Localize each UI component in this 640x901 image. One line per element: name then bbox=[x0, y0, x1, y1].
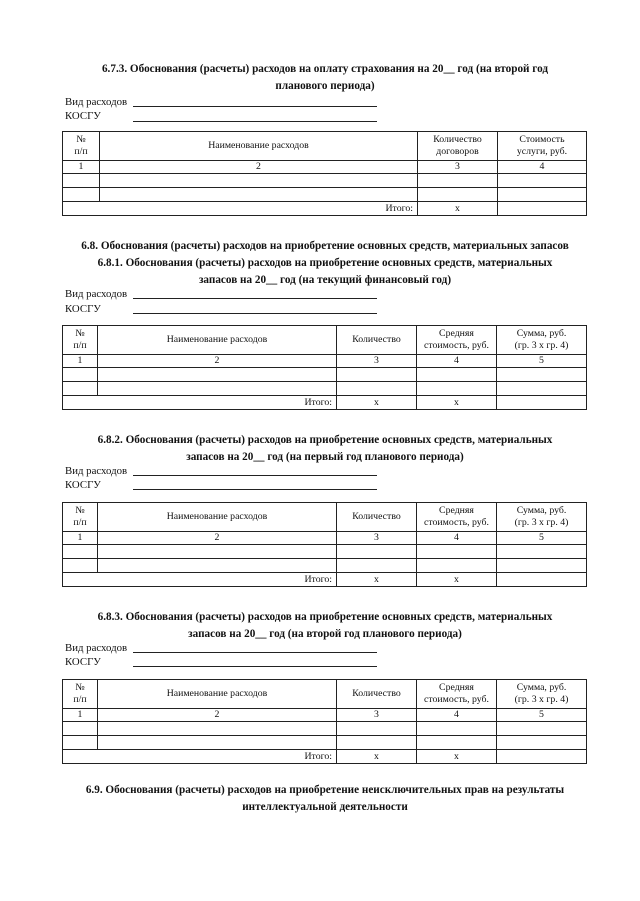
kosgu-field-line bbox=[133, 121, 377, 122]
section-title-line: интеллектуальной деятельности bbox=[242, 801, 408, 813]
col-num: 4 bbox=[417, 532, 497, 545]
table-cell[interactable] bbox=[98, 545, 337, 559]
table-cell[interactable] bbox=[498, 174, 587, 188]
col-num: 2 bbox=[98, 355, 337, 368]
kosgu-field-line bbox=[133, 313, 377, 314]
table-cell[interactable] bbox=[417, 545, 497, 559]
col-header-avg-cost: Средняя стоимость, руб. bbox=[417, 503, 497, 532]
vid-raskhodov-label: Вид расходов bbox=[65, 96, 128, 108]
col-header-name: Наименование расходов bbox=[98, 326, 337, 355]
col-header-name: Наименование расходов bbox=[100, 132, 418, 161]
table-cell[interactable] bbox=[497, 545, 587, 559]
table-6-8-2 bbox=[62, 502, 587, 587]
col-num: 4 bbox=[417, 355, 497, 368]
table-cell[interactable] bbox=[100, 174, 418, 188]
total-x: х bbox=[418, 202, 498, 216]
table-cell[interactable] bbox=[63, 736, 98, 750]
vid-raskhodov-label: Вид расходов bbox=[65, 288, 128, 300]
col-header-number: № п/п bbox=[63, 680, 98, 709]
col-header-cost: Стоимость услуги, руб. bbox=[498, 132, 587, 161]
table-cell[interactable] bbox=[417, 722, 497, 736]
kosgu-label: КОСГУ bbox=[65, 303, 101, 315]
section-title-line: запасов на 20__ год (на текущий финансовый год) bbox=[198, 274, 452, 286]
table-cell[interactable] bbox=[337, 736, 417, 750]
vid-raskhodov-field-line bbox=[133, 298, 377, 299]
table-cell[interactable] bbox=[337, 368, 417, 382]
total-label: Итого: bbox=[63, 750, 337, 764]
col-num: 3 bbox=[337, 709, 417, 722]
table-cell[interactable] bbox=[63, 188, 100, 202]
table-cell[interactable] bbox=[337, 545, 417, 559]
table-cell[interactable] bbox=[98, 736, 337, 750]
table-cell[interactable] bbox=[418, 188, 498, 202]
table-row bbox=[63, 382, 587, 396]
col-num: 5 bbox=[497, 532, 587, 545]
col-header-number: № п/п bbox=[63, 132, 100, 161]
table-cell[interactable] bbox=[98, 722, 337, 736]
table-cell[interactable] bbox=[497, 736, 587, 750]
section-title-line: 6.8.3. Обоснования (расчеты) расходов на приобретение основных средств, материальных bbox=[97, 611, 553, 623]
section-6-8-title: 6.8. Обоснования (расчеты) расходов на приобретение основных средств, материальных запасов bbox=[81, 240, 569, 252]
col-num: 1 bbox=[63, 532, 98, 545]
total-cell[interactable] bbox=[497, 750, 587, 764]
col-header-quantity: Количество bbox=[337, 326, 417, 355]
table-cell[interactable] bbox=[63, 174, 100, 188]
col-num: 4 bbox=[498, 161, 587, 174]
table-row bbox=[63, 559, 587, 573]
table-cell[interactable] bbox=[98, 559, 337, 573]
vid-raskhodov-field-line bbox=[133, 106, 377, 107]
total-row bbox=[63, 396, 587, 410]
table-cell[interactable] bbox=[337, 382, 417, 396]
vid-raskhodov-label: Вид расходов bbox=[65, 465, 128, 477]
col-header-quantity: Количество bbox=[337, 503, 417, 532]
table-header-row bbox=[63, 132, 587, 161]
table-row bbox=[63, 736, 587, 750]
col-header-name: Наименование расходов bbox=[98, 503, 337, 532]
section-6-8-1-title bbox=[60, 255, 590, 289]
section-title-line: 6.7.3. Обоснования (расчеты) расходов на оплату страхования на 20__ год (на второй год bbox=[101, 63, 549, 75]
total-x: х bbox=[337, 396, 417, 410]
section-title-line: 6.8.2. Обоснования (расчеты) расходов на приобретение основных средств, материальных bbox=[97, 434, 553, 446]
total-cell[interactable] bbox=[497, 396, 587, 410]
table-cell[interactable] bbox=[417, 736, 497, 750]
table-cell[interactable] bbox=[497, 368, 587, 382]
section-title-line: запасов на 20__ год (на первый год планового периода) bbox=[186, 451, 464, 463]
total-row bbox=[63, 202, 587, 216]
kosgu-field-line bbox=[133, 666, 377, 667]
table-cell[interactable] bbox=[497, 382, 587, 396]
table-row bbox=[63, 368, 587, 382]
col-num: 1 bbox=[63, 161, 100, 174]
table-cell[interactable] bbox=[98, 368, 337, 382]
table-row bbox=[63, 174, 587, 188]
table-cell[interactable] bbox=[63, 559, 98, 573]
total-cell[interactable] bbox=[498, 202, 587, 216]
col-header-avg-cost: Средняя стоимость, руб. bbox=[417, 326, 497, 355]
table-row bbox=[63, 545, 587, 559]
table-cell[interactable] bbox=[337, 559, 417, 573]
table-cell[interactable] bbox=[63, 382, 98, 396]
table-cell[interactable] bbox=[417, 382, 497, 396]
section-6-9-title bbox=[50, 782, 600, 816]
table-cell[interactable] bbox=[417, 559, 497, 573]
col-num: 2 bbox=[100, 161, 418, 174]
col-num: 4 bbox=[417, 709, 497, 722]
table-6-7-3 bbox=[62, 131, 587, 216]
table-cell[interactable] bbox=[100, 188, 418, 202]
section-6-7-3-title bbox=[60, 61, 590, 95]
kosgu-label: КОСГУ bbox=[65, 656, 101, 668]
total-x: х bbox=[417, 573, 497, 587]
table-row bbox=[63, 188, 587, 202]
total-cell[interactable] bbox=[497, 573, 587, 587]
column-number-row bbox=[63, 532, 587, 545]
total-label: Итого: bbox=[63, 396, 337, 410]
table-cell[interactable] bbox=[497, 559, 587, 573]
col-num: 3 bbox=[337, 532, 417, 545]
col-header-number: № п/п bbox=[63, 503, 98, 532]
col-header-sum: Сумма, руб. (гр. 3 х гр. 4) bbox=[497, 680, 587, 709]
table-row bbox=[63, 722, 587, 736]
table-6-8-1 bbox=[62, 325, 587, 410]
section-6-8-2-title bbox=[60, 432, 590, 466]
col-header-avg-cost: Средняя стоимость, руб. bbox=[417, 680, 497, 709]
section-title-line: 6.8.1. Обоснования (расчеты) расходов на приобретение основных средств, материальных bbox=[97, 257, 553, 269]
total-label: Итого: bbox=[63, 202, 418, 216]
vid-raskhodov-label: Вид расходов bbox=[65, 642, 128, 654]
total-row bbox=[63, 750, 587, 764]
column-number-row bbox=[63, 161, 587, 174]
vid-raskhodov-field-line bbox=[133, 652, 377, 653]
column-number-row bbox=[63, 355, 587, 368]
col-header-number: № п/п bbox=[63, 326, 98, 355]
col-header-sum: Сумма, руб. (гр. 3 х гр. 4) bbox=[497, 503, 587, 532]
table-cell[interactable] bbox=[417, 368, 497, 382]
col-num: 1 bbox=[63, 709, 98, 722]
total-row bbox=[63, 573, 587, 587]
vid-raskhodov-field-line bbox=[133, 475, 377, 476]
col-num: 3 bbox=[337, 355, 417, 368]
section-title-line: планового периода) bbox=[275, 80, 375, 92]
col-header-contracts: Количество договоров bbox=[418, 132, 498, 161]
table-cell[interactable] bbox=[98, 382, 337, 396]
column-number-row bbox=[63, 709, 587, 722]
col-num: 5 bbox=[497, 355, 587, 368]
table-cell[interactable] bbox=[63, 545, 98, 559]
kosgu-label: КОСГУ bbox=[65, 479, 101, 491]
kosgu-label: КОСГУ bbox=[65, 110, 101, 122]
section-title-line: 6.9. Обоснования (расчеты) расходов на приобретение неисключительных прав на результаты bbox=[85, 784, 565, 796]
table-cell[interactable] bbox=[337, 722, 417, 736]
table-cell[interactable] bbox=[418, 174, 498, 188]
col-header-name: Наименование расходов bbox=[98, 680, 337, 709]
total-x: х bbox=[417, 750, 497, 764]
col-num: 1 bbox=[63, 355, 98, 368]
table-6-8-3 bbox=[62, 679, 587, 764]
section-title-line: запасов на 20__ год (на второй год планового периода) bbox=[188, 628, 462, 640]
section-6-8-3-title bbox=[60, 609, 590, 643]
col-num: 2 bbox=[98, 709, 337, 722]
col-num: 2 bbox=[98, 532, 337, 545]
table-cell[interactable] bbox=[497, 722, 587, 736]
total-x: х bbox=[337, 573, 417, 587]
table-header-row bbox=[63, 503, 587, 532]
total-x: х bbox=[337, 750, 417, 764]
col-header-sum: Сумма, руб. (гр. 3 х гр. 4) bbox=[497, 326, 587, 355]
total-x: х bbox=[417, 396, 497, 410]
table-cell[interactable] bbox=[63, 722, 98, 736]
col-header-quantity: Количество bbox=[337, 680, 417, 709]
table-cell[interactable] bbox=[63, 368, 98, 382]
table-header-row bbox=[63, 326, 587, 355]
col-num: 5 bbox=[497, 709, 587, 722]
kosgu-field-line bbox=[133, 489, 377, 490]
col-num: 3 bbox=[418, 161, 498, 174]
table-cell[interactable] bbox=[498, 188, 587, 202]
table-header-row bbox=[63, 680, 587, 709]
total-label: Итого: bbox=[63, 573, 337, 587]
